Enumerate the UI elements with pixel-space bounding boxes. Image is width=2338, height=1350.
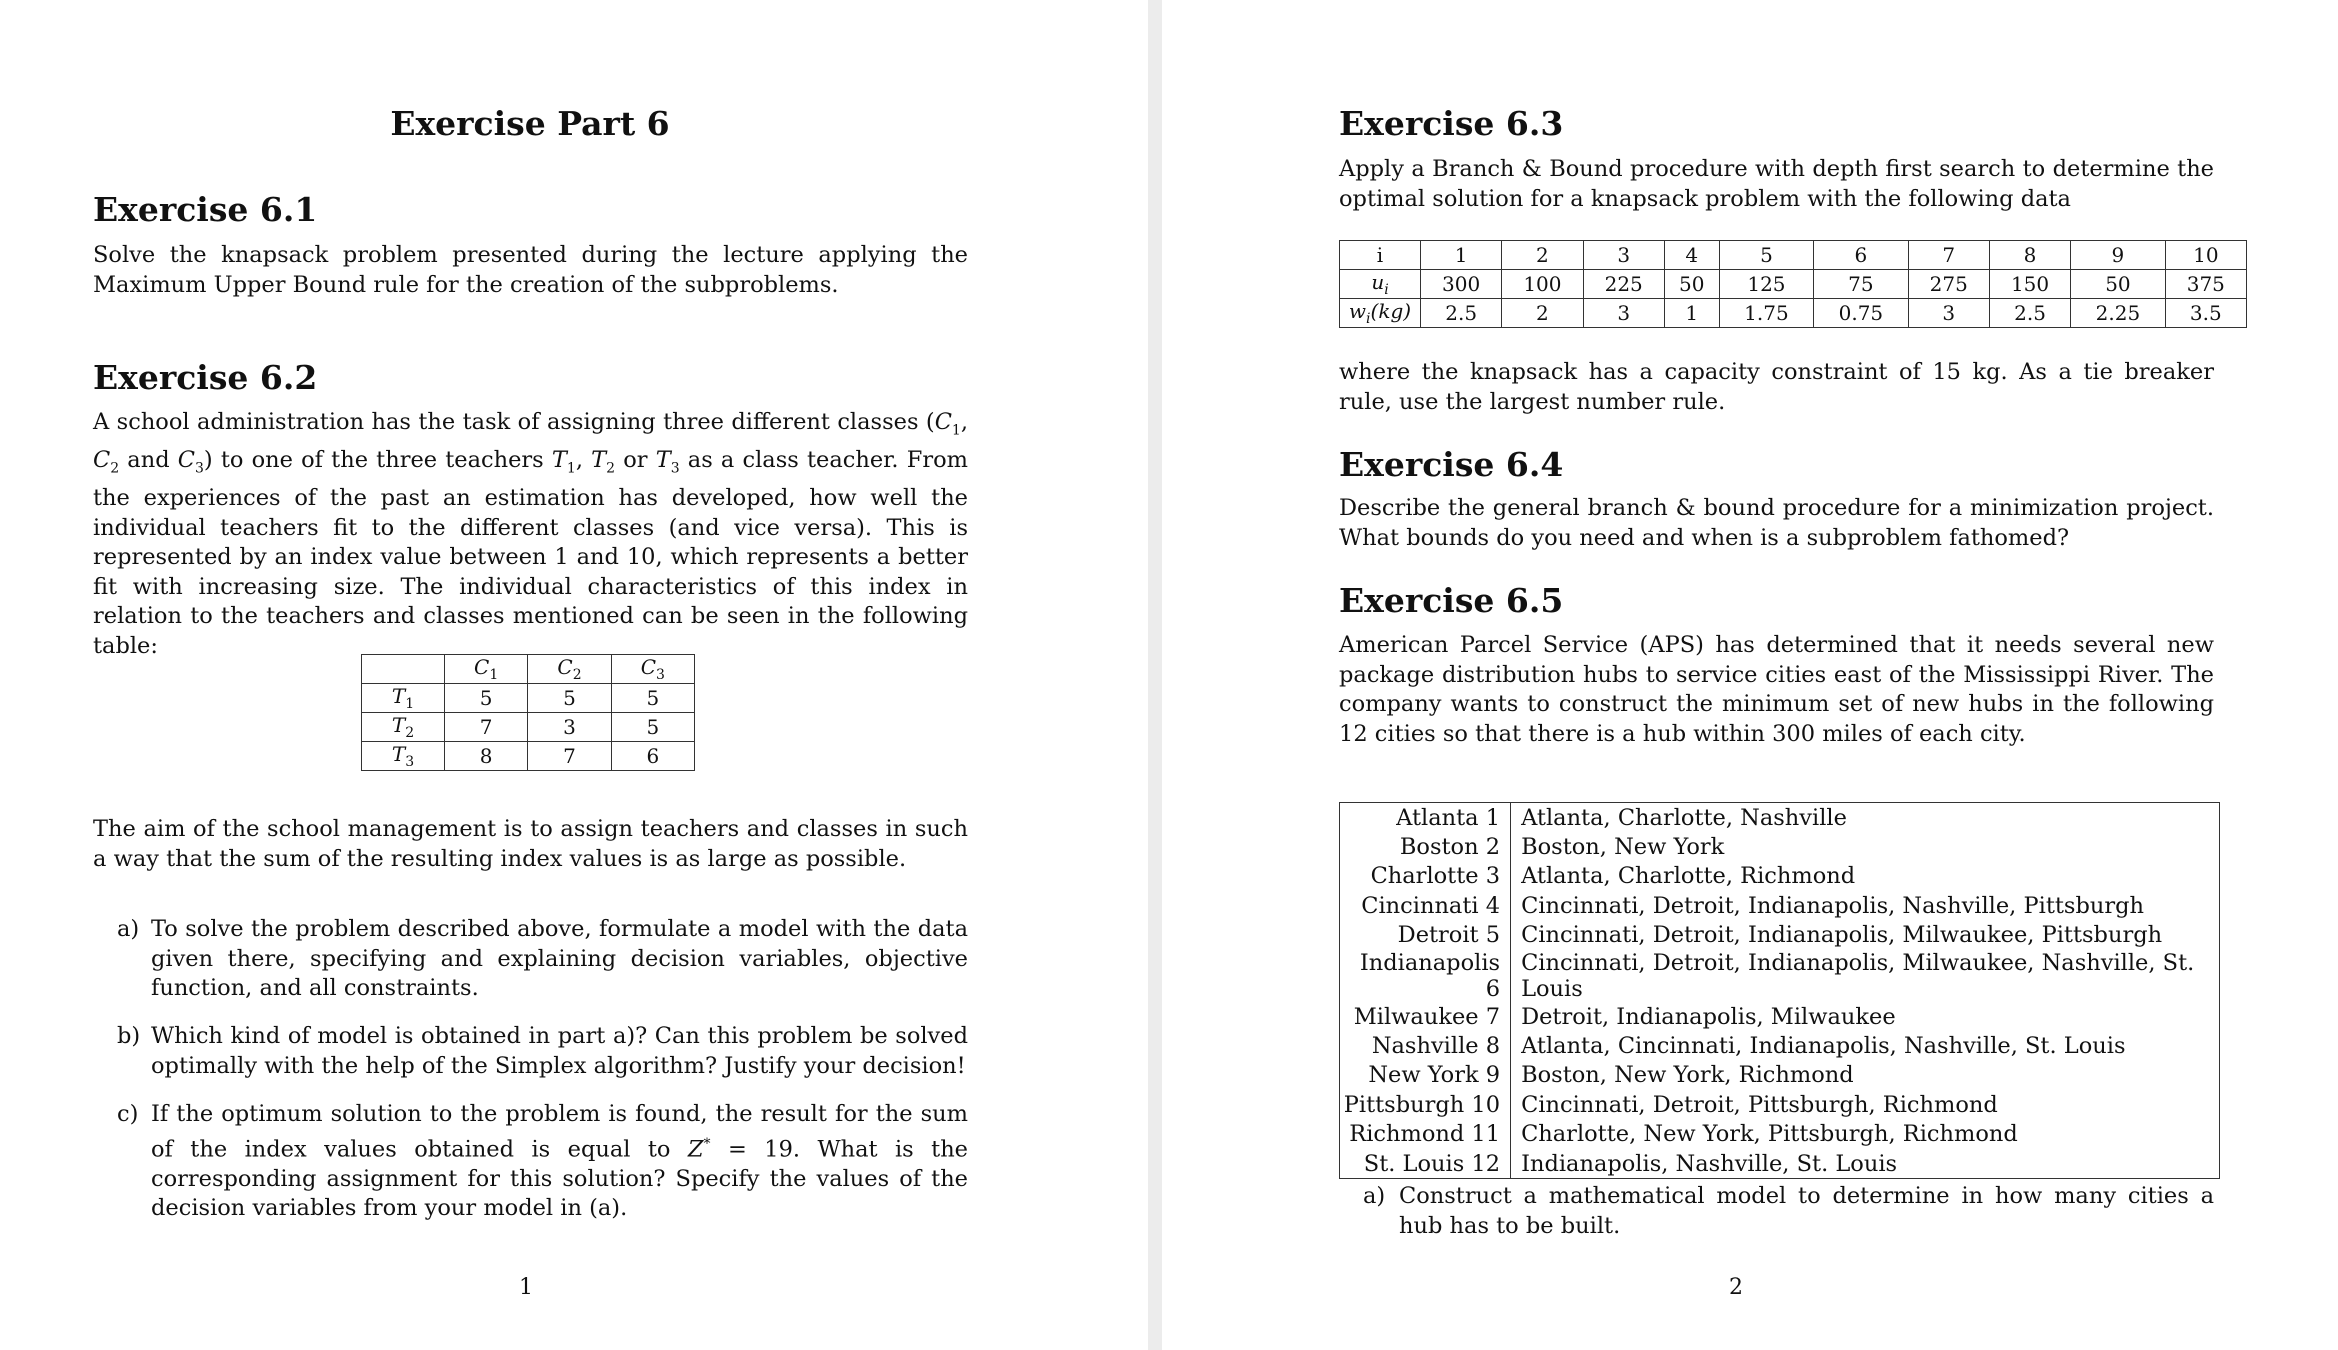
table-row — [1340, 1002, 2220, 1031]
table-cell: 9 — [2071, 241, 2165, 270]
table-cell: 3 — [528, 713, 611, 742]
table-cell: 375 — [2165, 270, 2246, 299]
table-cell: 5 — [445, 684, 528, 713]
coverage-list: Boston, New York — [1521, 834, 1725, 861]
table-cell: 75 — [1814, 270, 1908, 299]
table-cell: 1.75 — [1719, 299, 1813, 328]
coverage-list: Atlanta, Charlotte, Nashville — [1521, 804, 1847, 831]
table-row — [362, 713, 695, 742]
table-row — [1340, 241, 2247, 270]
city-name: Pittsburgh 10 — [1340, 1090, 1511, 1119]
coverage-list: Cincinnati, Detroit, Indianapolis, Nashville, Pittsburgh — [1521, 892, 2144, 919]
exercise-6-4-heading: Exercise 6.4 — [1339, 445, 1564, 484]
coverage-list: Atlanta, Charlotte, Richmond — [1521, 863, 1856, 890]
exercise-6-5-text: American Parcel Service (APS) has determined that it needs several new package distribution hubs to service cities east of the Mississippi River. The company wants to construct the minimum set of new hubs in the following 12 cities so that there is a hub within 300 miles of each city. — [1339, 632, 2214, 747]
hub-coverage-table — [1339, 802, 2220, 1179]
table-row — [1340, 1149, 2220, 1179]
city-name: Detroit 5 — [1340, 921, 1511, 950]
table-cell: 8 — [445, 742, 528, 771]
table-cell: 3.5 — [2165, 299, 2246, 328]
table-corner-cell — [362, 655, 445, 684]
page-number: 2 — [1729, 1275, 1743, 1300]
table-cell: 50 — [2071, 270, 2165, 299]
exercise-6-1-text: Solve the knapsack problem presented during the lecture applying the Maximum Upper Bound rule for the creation of the subproblems. — [93, 242, 968, 298]
table-cell: 4 — [1664, 241, 1719, 270]
table-cell: 3 — [1583, 299, 1664, 328]
table-cell: 225 — [1583, 270, 1664, 299]
table-cell: 7 — [528, 742, 611, 771]
table-cell: 8 — [1989, 241, 2070, 270]
table-cell: 2 — [1502, 241, 1583, 270]
table-cell: 2.5 — [1989, 299, 2070, 328]
table-row — [1340, 1090, 2220, 1119]
row-header-t1: $T_1$ — [362, 684, 445, 713]
table-cell: 5 — [611, 684, 694, 713]
table-cell: 50 — [1664, 270, 1719, 299]
table-row — [1340, 803, 2220, 833]
exercise-6-2-intro: A school administration has the task of assigning three different classes ($C_1$, $C_2$ and $C_3$) to one of the three teachers $T_1$, $T_2$ or $T_3$ as a class teacher. From the experiences of the past an estimation has developed, how well the individual teachers fit to the different classes (and vice versa). This is represented by an index value between 1 and 10, which represents a better fit with increasing size. The individual characteristics of this index in relation to the teachers and classes mentioned can be seen in the following table: — [93, 409, 968, 659]
table-cell: 6 — [1814, 241, 1908, 270]
exercise-6-3-text: Apply a Branch & Bound procedure with depth first search to determine the optimal solution for a knapsack problem with the following data — [1339, 156, 2214, 212]
exercise-6-3-after: where the knapsack has a capacity constraint of 15 kg. As a tie breaker rule, use the largest number rule. — [1339, 359, 2214, 415]
col-header-c2: $C_2$ — [528, 655, 611, 684]
row-label-i: i — [1340, 241, 1421, 270]
table-row — [362, 684, 695, 713]
list-item-a: a) Construct a mathematical model to determine in how many cities a hub has to be built. — [1363, 1183, 2214, 1239]
exercise-6-4-text: Describe the general branch & bound procedure for a minimization project. What bounds do you need and when is a subproblem fathomed? — [1339, 495, 2214, 551]
table-cell: 100 — [1502, 270, 1583, 299]
table-cell: 125 — [1719, 270, 1813, 299]
table-cell: 3 — [1583, 241, 1664, 270]
col-header-c3: $C_3$ — [611, 655, 694, 684]
page-number: 1 — [519, 1275, 533, 1300]
city-name: Indianapolis 6 — [1340, 950, 1511, 1002]
table-cell: 6 — [611, 742, 694, 771]
city-name: Nashville 8 — [1340, 1031, 1511, 1060]
coverage-list: Detroit, Indianapolis, Milwaukee — [1521, 1003, 1896, 1030]
table-cell: 300 — [1421, 270, 1502, 299]
coverage-list: Charlotte, New York, Pittsburgh, Richmond — [1521, 1121, 2018, 1148]
page-1 — [0, 0, 1148, 1350]
table-row — [1340, 1061, 2220, 1090]
table-row — [1340, 299, 2247, 328]
coverage-list: Cincinnati, Detroit, Indianapolis, Milwaukee, Pittsburgh — [1521, 922, 2163, 949]
city-name: St. Louis 12 — [1340, 1149, 1511, 1179]
table-row — [1340, 832, 2220, 861]
coverage-list: Cincinnati, Detroit, Indianapolis, Milwaukee, Nashville, St. Louis — [1521, 949, 2195, 1002]
table-cell: 275 — [1908, 270, 1989, 299]
coverage-list: Indianapolis, Nashville, St. Louis — [1521, 1150, 1898, 1177]
table-row — [1340, 270, 2247, 299]
exercise-6-1-heading: Exercise 6.1 — [93, 190, 318, 229]
table-cell: 2.25 — [2071, 299, 2165, 328]
table-cell: 1 — [1664, 299, 1719, 328]
exercise-6-3-heading: Exercise 6.3 — [1339, 104, 1564, 143]
table-row — [362, 742, 695, 771]
coverage-list: Cincinnati, Detroit, Pittsburgh, Richmond — [1521, 1091, 1998, 1118]
coverage-list: Atlanta, Cincinnati, Indianapolis, Nashville, St. Louis — [1521, 1033, 2126, 1060]
table-row — [1340, 862, 2220, 891]
row-label-u: $u_i$ — [1340, 270, 1421, 299]
city-name: Cincinnati 4 — [1340, 891, 1511, 920]
table-cell: 5 — [1719, 241, 1813, 270]
table-cell: 7 — [445, 713, 528, 742]
table-cell: 5 — [528, 684, 611, 713]
table-cell: 7 — [1908, 241, 1989, 270]
exercise-6-2-aim: The aim of the school management is to assign teachers and classes in such a way that the sum of the resulting index values is as large as possible. — [93, 816, 968, 872]
city-name: Boston 2 — [1340, 832, 1511, 861]
table-row — [1340, 1120, 2220, 1149]
row-header-t2: $T_2$ — [362, 713, 445, 742]
table-cell: 3 — [1908, 299, 1989, 328]
table-cell: 5 — [611, 713, 694, 742]
table-row — [1340, 1031, 2220, 1060]
page-2 — [1162, 0, 2338, 1350]
table-row — [1340, 891, 2220, 920]
exercise-6-2-heading: Exercise 6.2 — [93, 358, 318, 397]
teacher-class-table — [361, 654, 695, 771]
city-name: Milwaukee 7 — [1340, 1002, 1511, 1031]
list-item-c: c) If the optimum solution to the problem is found, the result for the sum of the index values obtained is equal to Z* = 19. What is the corresponding assignment for this solution? Specify the values of the decision variables from your model in (a). — [117, 1101, 969, 1221]
table-row — [1340, 950, 2220, 1002]
list-item-b: b) Which kind of model is obtained in part a)? Can this problem be solved optimally with the help of the Simplex algorithm? Justify your decision! — [117, 1023, 968, 1079]
city-name: New York 9 — [1340, 1061, 1511, 1090]
table-cell: 150 — [1989, 270, 2070, 299]
table-cell: 2.5 — [1421, 299, 1502, 328]
table-cell: 0.75 — [1814, 299, 1908, 328]
col-header-c1: $C_1$ — [445, 655, 528, 684]
exercise-6-5-heading: Exercise 6.5 — [1339, 581, 1564, 620]
list-item-a: a) To solve the problem described above, formulate a model with the data given there, specifying and explaining decision variables, objective function, and all constraints. — [117, 916, 968, 1001]
knapsack-data-table — [1339, 240, 2247, 328]
row-header-t3: $T_3$ — [362, 742, 445, 771]
row-label-w: $w_i(kg)$ — [1340, 299, 1421, 328]
document-title: Exercise Part 6 — [390, 104, 670, 143]
table-row — [1340, 921, 2220, 950]
table-cell: 2 — [1502, 299, 1583, 328]
coverage-list: Boston, New York, Richmond — [1521, 1062, 1854, 1089]
table-cell: 1 — [1421, 241, 1502, 270]
table-cell: 10 — [2165, 241, 2246, 270]
city-name: Atlanta 1 — [1340, 803, 1511, 833]
city-name: Richmond 11 — [1340, 1120, 1511, 1149]
city-name: Charlotte 3 — [1340, 862, 1511, 891]
